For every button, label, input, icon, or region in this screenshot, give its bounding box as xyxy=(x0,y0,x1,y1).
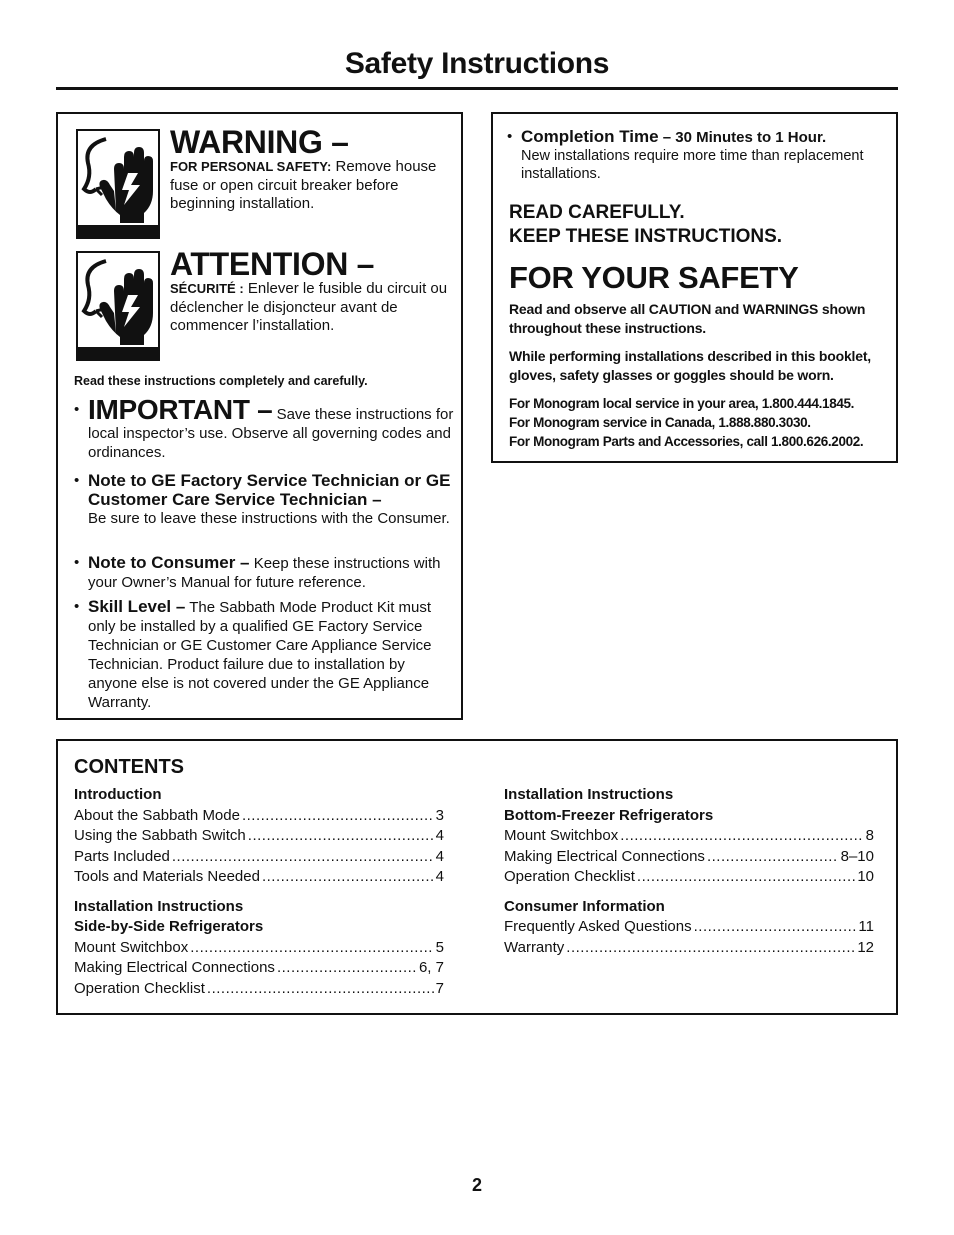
toc-leader xyxy=(248,826,434,847)
toc-entry[interactable] xyxy=(504,938,874,959)
title-divider xyxy=(56,87,898,90)
toc-entry[interactable] xyxy=(504,847,874,868)
toc-entry-page: 12 xyxy=(857,938,874,956)
service-parts: For Monogram Parts and Accessories, call 1.800.626.2002. xyxy=(509,434,864,449)
toc-leader xyxy=(262,867,434,888)
technician-note-label: Note to GE Factory Service Technician or GE Customer Care Service Technician – xyxy=(88,471,451,509)
toc-entry-page: 4 xyxy=(435,847,444,865)
bullet-consumer-note xyxy=(74,553,454,592)
toc-leader xyxy=(207,979,434,1000)
toc-entry-label: Operation Checklist xyxy=(74,979,205,997)
toc-leader xyxy=(190,938,433,959)
attention-lead: SÉCURITÉ : xyxy=(170,281,244,296)
toc-entry-page: 5 xyxy=(435,938,444,956)
completion-time-text: New installations require more time than replacement installations. xyxy=(521,148,864,182)
page-number: 2 xyxy=(471,1175,482,1195)
read-carefully-line: READ CAREFULLY. xyxy=(509,202,685,223)
bullet-dot: • xyxy=(74,554,80,571)
bullet-technician-note xyxy=(74,471,454,528)
warning-body: Remove house fuse or open circuit breaker before beginning installation. xyxy=(170,158,437,212)
toc-leader xyxy=(620,826,863,847)
toc-entry[interactable] xyxy=(504,917,874,938)
bullet-dot: • xyxy=(74,472,80,489)
attention-heading: ATTENTION – xyxy=(170,246,375,282)
toc-entry-page: 3 xyxy=(435,806,444,824)
toc-entry-label: Frequently Asked Questions xyxy=(504,918,692,935)
toc-leader xyxy=(566,938,855,959)
toc-leader xyxy=(707,847,839,868)
consumer-note-label: Note to Consumer – xyxy=(88,553,250,572)
toc-entry-page: 4 xyxy=(435,868,444,885)
toc-entry-label: Mount Switchbox xyxy=(504,827,619,844)
toc-heading-bottom-freezer: Bottom-Freezer Refrigerators xyxy=(504,806,714,824)
toc-entry-label: About the Sabbath Mode xyxy=(74,806,240,824)
toc-entry-label: Tools and Materials Needed xyxy=(74,868,260,885)
warning-heading: WARNING – xyxy=(170,124,349,160)
toc-entry-page: 10 xyxy=(857,868,874,885)
toc-entry[interactable] xyxy=(74,958,444,979)
toc-heading-installation: Installation Instructions xyxy=(504,786,674,803)
toc-entry[interactable] xyxy=(74,847,444,868)
toc-leader xyxy=(637,867,855,888)
skill-level-text: The Sabbath Mode Product Kit must only be installed by a qualified GE Factory Service Technician or GE Customer Care Appliance Service Technician. Product failure due to installation by anyone else is not covered under the GE Appliance Warranty. xyxy=(88,599,432,711)
toc-entry-label: Using the Sabbath Switch xyxy=(74,827,246,844)
toc-entry-label: Operation Checklist xyxy=(504,868,635,885)
toc-heading-consumer-information: Consumer Information xyxy=(504,897,665,915)
contents-title: CONTENTS xyxy=(74,756,184,778)
bullet-dot: • xyxy=(74,401,80,418)
completion-time xyxy=(507,127,885,183)
safety-paragraph-protective-gear: While performing installations described in this booklet, gloves, safety glasses or goggles should be worn. xyxy=(509,348,871,383)
toc-entry[interactable] xyxy=(74,826,444,847)
bullet-dot: • xyxy=(507,128,513,145)
toc-entry-page: 4 xyxy=(435,827,444,844)
toc-heading-introduction: Introduction xyxy=(74,786,162,803)
completion-time-value: – 30 Minutes to 1 Hour. xyxy=(662,129,827,146)
completion-time-label: Completion Time xyxy=(521,127,659,146)
safety-panel xyxy=(491,112,898,463)
bullet-dot: • xyxy=(74,598,80,615)
toc-entry-label: Mount Switchbox xyxy=(74,938,189,956)
consumer-note-text: Keep these instructions with your Owner’s Manual for future reference. xyxy=(88,555,441,591)
toc-entry-page: 11 xyxy=(858,918,874,935)
important-label: IMPORTANT – xyxy=(88,394,273,425)
warning-lead: FOR PERSONAL SAFETY: xyxy=(170,159,332,174)
toc-entry-label: Making Electrical Connections xyxy=(74,959,275,976)
toc-leader xyxy=(277,958,417,979)
important-text: Save these instructions for local inspector’s use. Observe all governing codes and ordinances. xyxy=(88,406,454,461)
toc-entry[interactable] xyxy=(74,806,444,827)
toc-entry-label: Parts Included xyxy=(74,847,170,865)
contents-left-column xyxy=(74,785,444,999)
read-carefully-note xyxy=(509,201,782,249)
bullet-important xyxy=(74,394,454,462)
toc-heading-installation: Installation Instructions xyxy=(74,897,244,915)
toc-entry-page: 8 xyxy=(865,827,874,844)
toc-leader xyxy=(172,847,434,868)
service-contacts xyxy=(509,394,899,451)
skill-level-label: Skill Level – xyxy=(88,597,186,616)
toc-entry-label: Making Electrical Connections xyxy=(504,847,705,865)
toc-leader xyxy=(242,806,434,827)
attention-text xyxy=(170,280,452,336)
keep-instructions-line: KEEP THESE INSTRUCTIONS. xyxy=(509,226,783,247)
service-canada: For Monogram service in Canada, 1.888.880.3030. xyxy=(509,415,811,430)
electrical-hazard-hand-icon xyxy=(76,129,160,239)
toc-entry-page: 6, 7 xyxy=(418,959,444,976)
contents-panel xyxy=(56,739,898,1015)
technician-note-text: Be sure to leave these instructions with the Consumer. xyxy=(88,510,450,527)
page-title: Safety Instructions xyxy=(344,47,610,80)
toc-entry[interactable] xyxy=(74,938,444,959)
toc-entry-page: 7 xyxy=(435,979,444,997)
safety-paragraph-caution: Read and observe all CAUTION and WARNINGS shown throughout these instructions. xyxy=(509,301,866,336)
service-local: For Monogram local service in your area, 1.800.444.1845. xyxy=(509,396,855,411)
warning-panel xyxy=(56,112,463,720)
bullet-skill-level xyxy=(74,597,454,712)
toc-entry[interactable] xyxy=(74,979,444,1000)
contents-right-column xyxy=(504,785,874,958)
toc-entry[interactable] xyxy=(504,867,874,888)
read-instructions-note: Read these instructions completely and carefully. xyxy=(74,374,368,388)
toc-leader xyxy=(694,917,857,938)
toc-entry[interactable] xyxy=(504,826,874,847)
for-your-safety-heading: FOR YOUR SAFETY xyxy=(509,260,799,295)
toc-entry[interactable] xyxy=(74,867,444,888)
attention-body: Enlever le fusible du circuit ou déclencher le disjoncteur avant de commencer l’installation. xyxy=(170,280,448,334)
toc-entry-page: 8–10 xyxy=(840,847,874,865)
warning-text xyxy=(170,158,452,214)
electrical-hazard-hand-icon xyxy=(76,251,160,361)
toc-entry-label: Warranty xyxy=(504,938,565,956)
toc-heading-side-by-side: Side-by-Side Refrigerators xyxy=(74,918,264,935)
